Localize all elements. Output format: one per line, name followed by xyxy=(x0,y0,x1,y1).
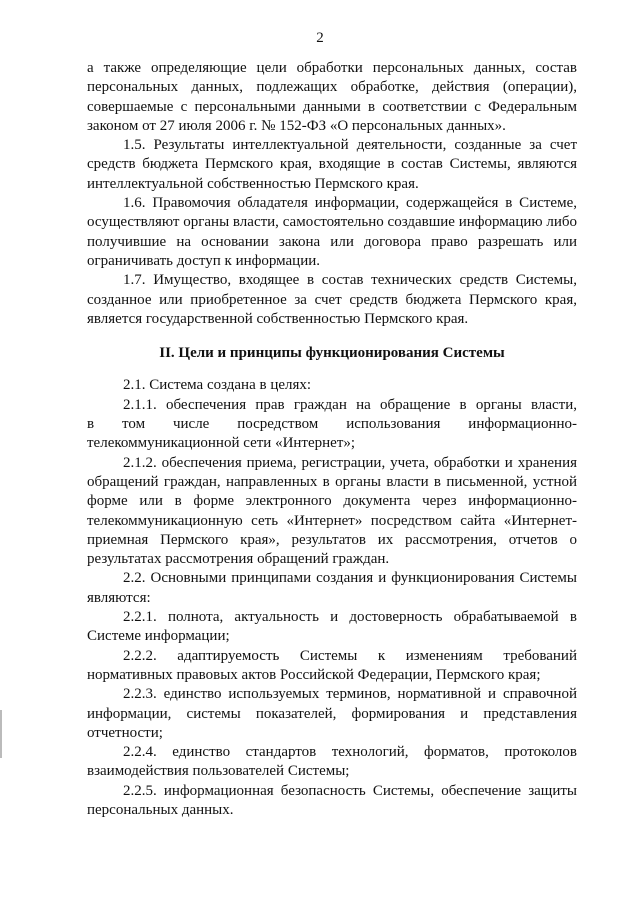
paragraph: а также определяющие цели обработки персональных данных, состав персональных данных, подлежащих обработке, действия (операции), совершаемые с персональными данными в соответствии с Федеральным законом от 27 июля 2006 г. № 152-ФЗ «О персональных данных». xyxy=(87,60,577,134)
paragraph: 1.7. Имущество, входящее в состав технических средств Системы, созданное или приобретенное за счет средств бюджета Пермского края, является государственной собственностью Пермского края. xyxy=(87,272,577,327)
paragraph: 2.2.4. единство стандартов технологий, форматов, протоколов взаимодействия пользователей Системы; xyxy=(87,744,577,780)
paragraph: 2.1.2. обеспечения приема, регистрации, учета, обработки и хранения обращений граждан, направленных в органы власти в письменной, устной форме или в форме электронного документа через информационно-телекоммуникационную сеть «Интернет» посредством сайта «Интернет-приемная Пермского края», результатов их рассмотрения, отчетов о результатах рассмотрения обращений граждан. xyxy=(87,454,577,568)
section-heading: II. Цели и принципы функционирования Системы xyxy=(159,345,505,362)
paragraph: 2.1. Система создана в целях: xyxy=(123,377,312,394)
paragraph: 2.1.1. обеспечения прав граждан на обращение в органы власти, xyxy=(123,396,577,413)
paragraph: 2.2. Основными принципами создания и функционирования Системы являются: xyxy=(87,570,577,606)
paragraph: 1.5. Результаты интеллектуальной деятельности, созданные за счет средств бюджета Пермского края, входящие в состав Системы, являются интеллектуальной собственностью Пермского края. xyxy=(87,137,577,192)
paragraph: 2.2.2. адаптируемость Системы к изменениям требований нормативных правовых актов Российской Федерации, Пермского края; xyxy=(87,647,577,683)
scan-edge-mark xyxy=(0,710,2,758)
paragraph: 2.2.1. полнота, актуальность и достоверность обрабатываемой в Системе информации; xyxy=(87,609,577,645)
paragraph: 1.6. Правомочия обладателя информации, содержащейся в Системе, осуществляют органы власти, самостоятельно создавшие информацию либо получившие на основании закона или договора право разрешать или ограничивать доступ к информации. xyxy=(87,195,577,269)
document-body xyxy=(87,59,577,820)
paragraph: в том числе посредством использования информационно-телекоммуникационной сети «Интернет»; xyxy=(87,416,577,452)
paragraph: 2.2.3. единство используемых терминов, нормативной и справочной информации, системы показателей, формирования и представления отчетности; xyxy=(87,686,577,741)
paragraph: 2.2.5. информационная безопасность Системы, обеспечение защиты персональных данных. xyxy=(87,782,577,818)
page-number: 2 xyxy=(316,30,324,46)
